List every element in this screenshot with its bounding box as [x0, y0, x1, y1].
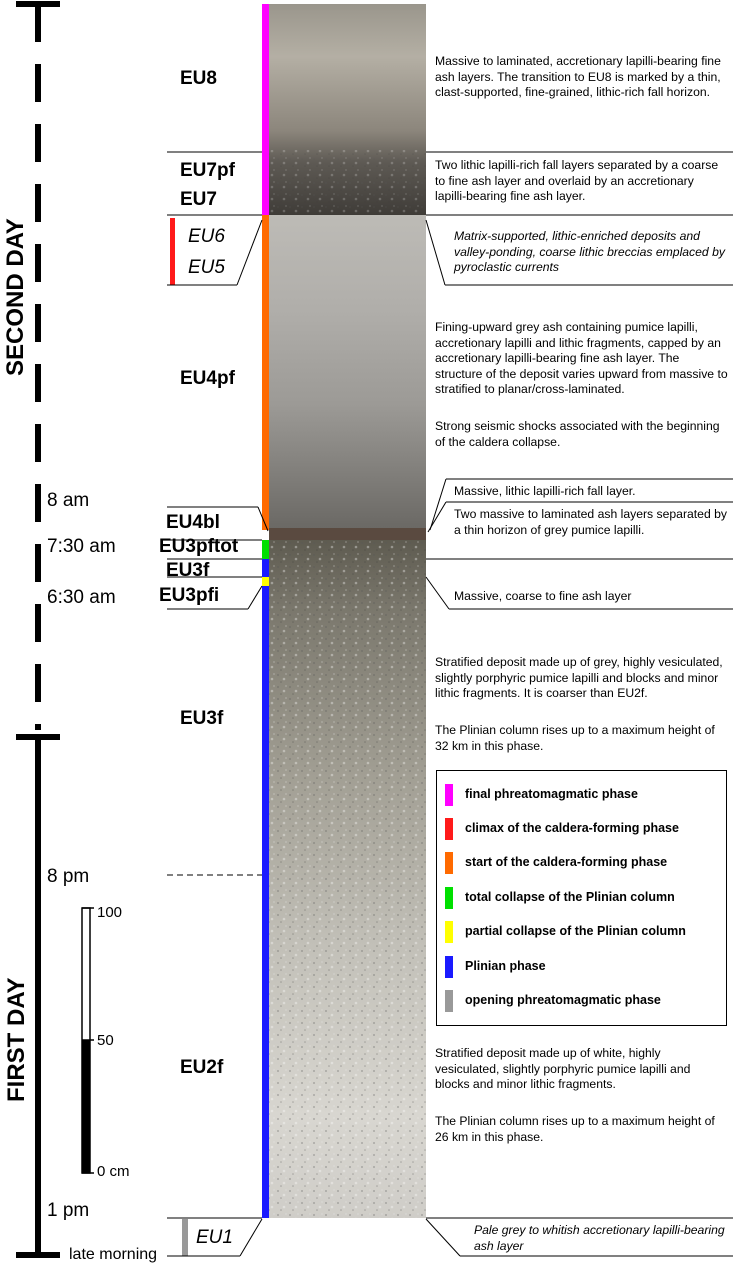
unit-eu1: EU1 — [196, 1227, 233, 1248]
legend-item — [445, 818, 725, 840]
scale-50-label: 50 — [97, 1032, 114, 1049]
unit-eu3f-thin: EU3f — [166, 560, 210, 581]
unit-eu2f: EU2f — [180, 1057, 224, 1078]
photo-dark-band — [269, 528, 426, 540]
legend-label: final phreatomagmatic phase — [465, 787, 638, 801]
bar-climax — [170, 218, 175, 285]
bar-caldera-start — [262, 215, 269, 530]
time-1pm: 1 pm — [47, 1200, 90, 1221]
legend-item — [445, 784, 725, 806]
scale-bar-graphic — [82, 908, 94, 1173]
time-8pm: 8 pm — [47, 866, 90, 887]
legend-swatch — [445, 818, 453, 840]
scale-100-label: 100 — [97, 904, 123, 921]
photo-grit — [269, 540, 426, 1218]
desc-eu3pfi: Massive, coarse to fine ash layer — [454, 589, 632, 603]
legend-item — [445, 852, 725, 874]
unit-eu3pfi: EU3pfi — [159, 585, 220, 606]
desc-eu7: Two lithic lapilli-rich fall layers separated by a coarse to fine ash layer and overlaid by an accretionary lapilli-bearing fine ash layer. — [435, 158, 719, 203]
bar-opening-phreatomagmatic — [182, 1219, 188, 1256]
desc-eu4pf: Fining-upward grey ash containing pumice lapilli, accretionary lapilli and lithic fragments, capped by an accretionary lapilli-bearing fine ash layer. The structure of the deposit varies upward from massive to stratified to planar/cross-laminated. — [435, 320, 728, 396]
legend-swatch — [445, 990, 453, 1012]
time-8am: 8 am — [47, 490, 90, 511]
legend-label: Plinian phase — [465, 959, 546, 973]
desc-eu4pf-extra: Strong seismic shocks associated with the beginning of the caldera collapse. — [435, 419, 720, 449]
legend-swatch — [445, 887, 453, 909]
legend-item — [445, 921, 725, 943]
desc-eu1: Pale grey to whitish accretionary lapilli-bearing ash layer — [474, 1223, 725, 1253]
unit-eu6: EU6 — [188, 226, 225, 247]
photo-middle — [269, 215, 426, 530]
legend-label: total collapse of the Plinian column — [465, 890, 675, 904]
scale-0-label: 0 cm — [97, 1163, 130, 1180]
unit-eu3f: EU3f — [180, 708, 224, 729]
unit-eu4bl: EU4bl — [166, 512, 220, 533]
legend-label: start of the caldera-forming phase — [465, 855, 668, 869]
time-730am: 7:30 am — [47, 536, 116, 557]
legend-label: partial collapse of the Plinian column — [465, 924, 686, 938]
unit-eu5: EU5 — [188, 257, 225, 278]
legend — [436, 770, 727, 1026]
desc-eu2f-extra: The Plinian column rises up to a maximum height of 26 km in this phase. — [435, 1114, 715, 1144]
desc-eu3f: Stratified deposit made up of grey, highly vesiculated, slightly porphyric pumice lapilli and blocks and minor lithic fragments. It is coarser than EU2f. — [435, 655, 723, 700]
desc-eu3pftot: Two massive to laminated ash layers separated by a thin horizon of grey pumice lapilli. — [454, 507, 727, 537]
legend-item — [445, 990, 725, 1012]
desc-eu3f-extra: The Plinian column rises up to a maximum height of 32 km in this phase. — [435, 723, 715, 753]
unit-eu3pftot: EU3pftot — [159, 536, 239, 557]
legend-swatch — [445, 784, 453, 806]
legend-swatch — [445, 956, 453, 978]
bar-total-collapse — [262, 540, 269, 559]
bar-final-phreatomagmatic — [262, 4, 269, 215]
desc-eu8: Massive to laminated, accretionary lapilli-bearing fine ash layers. The transition to EU8 is marked by a thin, clast-supported, fine-grained, lithic-rich fall horizon. — [435, 54, 721, 99]
time-late-morning: late morning — [69, 1246, 158, 1263]
time-630am: 6:30 am — [47, 587, 116, 608]
bar-partial-collapse — [262, 577, 269, 586]
unit-eu4pf: EU4pf — [180, 368, 235, 389]
legend-item — [445, 956, 725, 978]
first-day-label: FIRST DAY — [3, 977, 30, 1102]
bar-plinian-thin — [262, 559, 269, 577]
legend-item — [445, 887, 725, 909]
left-connectors — [167, 152, 268, 1256]
unit-eu7pf: EU7pf — [180, 160, 235, 181]
legend-swatch — [445, 921, 453, 943]
legend-label: opening phreatomagmatic phase — [465, 993, 661, 1007]
unit-eu8: EU8 — [180, 68, 217, 89]
photo-grit-top — [269, 150, 426, 215]
unit-eu7: EU7 — [180, 189, 217, 210]
desc-eu2f: Stratified deposit made up of white, highly vesiculated, slightly porphyric pumice lapilli and blocks and minor lithic fragments. — [435, 1046, 691, 1091]
legend-swatch — [445, 852, 453, 874]
bar-plinian — [262, 586, 269, 1218]
legend-label: climax of the caldera-forming phase — [465, 821, 679, 835]
desc-eu4bl: Massive, lithic lapilli-rich fall layer. — [454, 484, 636, 498]
second-day-label: SECOND DAY — [2, 218, 29, 376]
desc-eu6-eu5: Matrix-supported, lithic-enriched deposits and valley-ponding, coarse lithic breccias emplaced by pyroclastic currents — [454, 229, 725, 274]
